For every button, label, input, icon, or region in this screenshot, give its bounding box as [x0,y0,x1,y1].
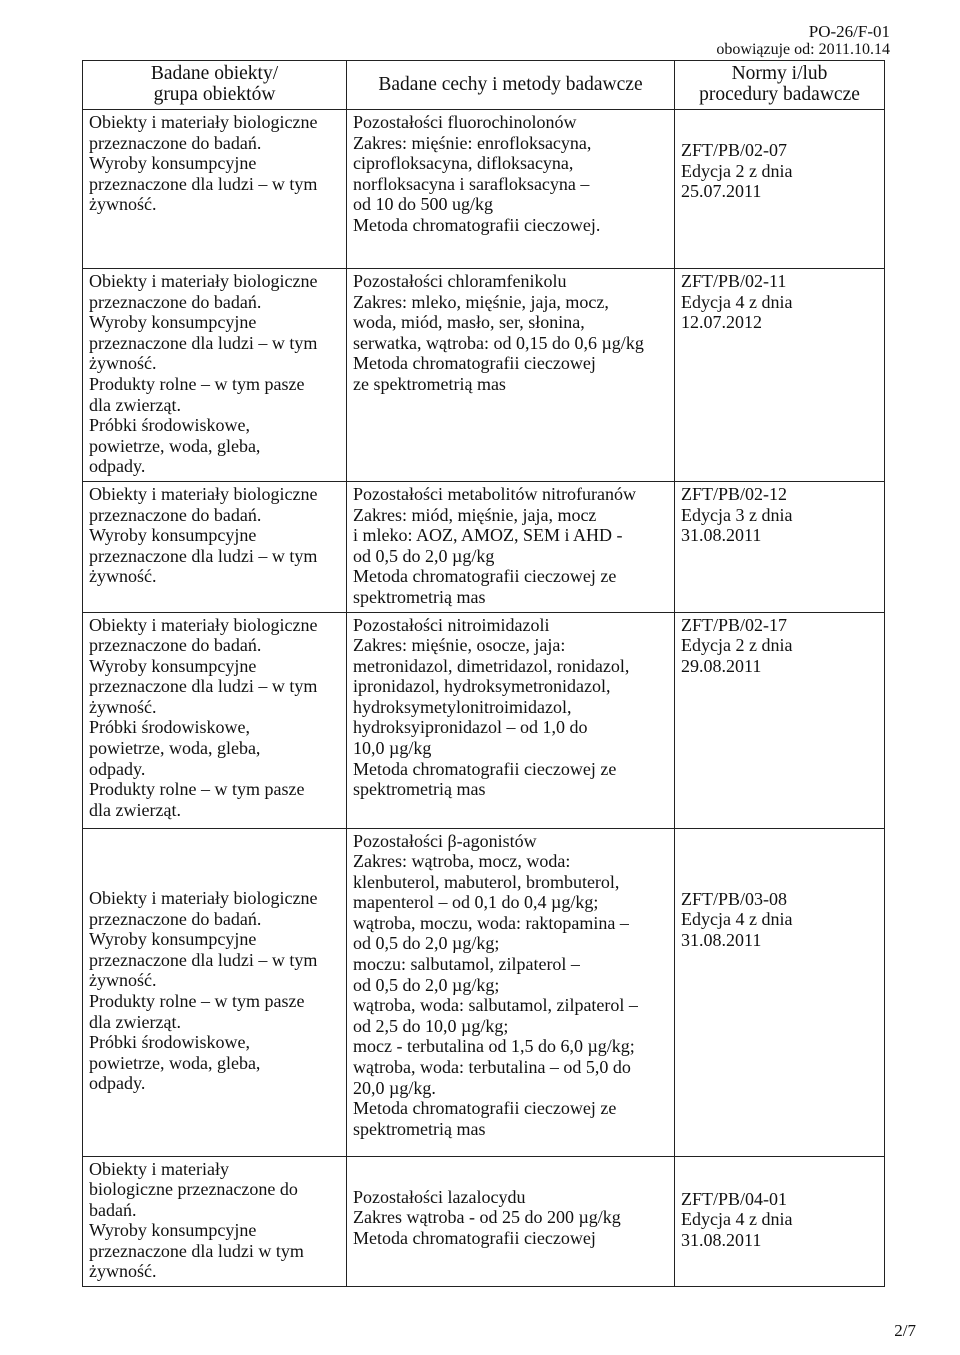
method-cell-line: mapenterol – od 0,1 do 0,4 µg/kg; [353,892,599,913]
method-cell-line: 10,0 µg/kg [353,738,432,759]
objects-cell-line: przeznaczone do badań. [89,504,262,525]
norm-cell-line: 31.08.2011 [681,929,762,950]
objects-cell-line: przeznaczone do badań. [89,291,262,312]
objects-cell [83,269,347,482]
method-cell-line: Metoda chromatografii cieczowej ze [353,566,617,587]
method-cell-line: Metoda chromatografii cieczowej [353,1227,596,1248]
method-cell-line: spektrometrią mas [353,779,486,800]
method-cell-line: Pozostałości fluorochinolonów [353,112,577,132]
objects-cell-line: badań. [89,1199,137,1220]
objects-cell-line: przeznaczone dla ludzi w tym [89,1240,304,1261]
header-norms [675,61,885,110]
method-cell-line: od 10 do 500 ug/kg [353,194,494,215]
method-cell-line: Pozostałości lazalocydu [353,1186,526,1207]
objects-cell-line: Wyroby konsumpcyjne [89,929,257,950]
objects-cell-line: Próbki środowiskowe, [89,717,250,738]
objects-cell-line: odpady. [89,758,146,779]
method-cell-line: Zakres wątroba - od 25 do 200 µg/kg [353,1207,621,1228]
norm-cell-line: Edycja 4 z dnia [681,291,793,312]
method-cell-line: Zakres: mięśnie, osocze, jaja: [353,635,566,656]
table-body [83,110,885,1287]
objects-cell [83,612,347,828]
norm-cell-line: Edycja 4 z dnia [681,1209,793,1230]
objects-cell-line: odpady. [89,456,146,477]
objects-cell-line: żywność. [89,566,157,587]
norm-cell-line: 31.08.2011 [681,525,762,546]
method-cell [347,269,675,482]
objects-cell-line: powietrze, woda, gleba, [89,435,261,456]
objects-cell-line: żywność. [89,696,157,717]
table-row [83,269,885,482]
method-cell-line: klenbuterol, mabuterol, brombuterol, [353,871,620,892]
objects-cell-line: powietrze, woda, gleba, [89,738,261,759]
objects-cell-line: biologiczne przeznaczone do [89,1179,298,1200]
method-cell-line: od 0,5 do 2,0 µg/kg; [353,974,500,995]
method-cell-line: spektrometrią mas [353,1118,486,1139]
method-cell-line: ze spektrometrią mas [353,373,506,394]
method-cell-line: Zakres: mleko, mięśnie, jaja, mocz, [353,291,609,312]
objects-cell-line: powietrze, woda, gleba, [89,1052,261,1073]
method-cell-line: ciprofloksacyna, difloksacyna, [353,153,574,174]
method-cell-line: od 2,5 do 10,0 µg/kg; [353,1015,509,1036]
table-row [83,828,885,1156]
method-cell-line: metronidazol, dimetridazol, ronidazol, [353,655,630,676]
method-cell [347,612,675,828]
objects-cell-line: dla zwierząt. [89,394,181,415]
norm-cell-line: ZFT/PB/02-17 [681,614,788,635]
method-cell-line: hydroksymetylonitroimidazol, [353,696,572,717]
method-cell-line: Metoda chromatografii cieczowej ze [353,758,617,779]
method-cell-line: woda, miód, masło, ser, słonina, [353,312,585,333]
norm-cell [675,828,885,1156]
method-cell-line: 20,0 µg/kg. [353,1077,436,1098]
method-cell-line: Zakres: miód, mięśnie, jaja, mocz [353,504,597,525]
header-objects [83,61,347,110]
objects-cell-line: Obiekty i materiały biologiczne [89,614,318,635]
method-cell [347,481,675,612]
objects-cell-line: Próbki środowiskowe, [89,1032,250,1053]
objects-cell-line: Wyroby konsumpcyjne [89,153,257,174]
method-cell [347,110,675,269]
method-cell-line: wątroba, woda: salbutamol, zilpaterol – [353,995,638,1016]
method-cell-line: Pozostałości chloramfenikolu [353,271,567,291]
method-cell-line: Zakres: wątroba, mocz, woda: [353,851,571,872]
method-cell-line: mocz - terbutalina od 1,5 do 6,0 µg/kg; [353,1036,635,1057]
objects-cell-line: Wyroby konsumpcyjne [89,655,257,676]
objects-cell-line: Produkty rolne – w tym pasze [89,991,305,1011]
objects-cell-line: Wyroby konsumpcyjne [89,1220,257,1241]
method-cell-line: serwatka, wątroba: od 0,15 do 0,6 µg/kg [353,332,644,353]
norm-cell-line: ZFT/PB/03-08 [681,888,788,909]
header-norms-line: Normy i/lub [731,63,828,84]
objects-cell-line: przeznaczone do badań. [89,908,262,929]
norm-cell-line: Edycja 2 z dnia [681,635,793,656]
objects-cell-line: Obiekty i materiały [89,1158,229,1179]
norm-cell-line: ZFT/PB/02-12 [681,483,788,504]
method-cell-line: Pozostałości β-agonistów [353,830,537,851]
norm-cell [675,481,885,612]
method-cell-line: norfloksacyna i sarafloksacyna – [353,173,590,194]
header-objects-line: Badane obiekty/ [150,63,279,84]
method-cell-line: moczu: salbutamol, zilpaterol – [353,954,580,975]
objects-cell-line: przeznaczone dla ludzi – w tym [89,545,318,566]
header-norms-line: procedury badawcze [699,84,860,105]
objects-cell-line: przeznaczone do badań. [89,635,262,656]
norm-cell [675,269,885,482]
norm-cell-line: ZFT/PB/02-07 [681,140,788,160]
objects-cell-line: przeznaczone dla ludzi – w tym [89,332,318,353]
method-cell-line: Pozostałości metabolitów nitrofuranów [353,483,636,504]
objects-cell-line: przeznaczone dla ludzi – w tym [89,949,318,970]
objects-cell-line: żywność. [89,1261,157,1282]
norm-cell [675,612,885,828]
table-row [83,1156,885,1287]
method-cell-line: hydroksyipronidazol – od 1,0 do [353,717,588,738]
table-row [83,612,885,828]
objects-cell-line: dla zwierząt. [89,1011,181,1032]
table-row [83,110,885,269]
objects-cell-line: Produkty rolne – w tym pasze [89,779,305,800]
objects-cell-line: odpady. [89,1073,146,1094]
method-cell-line: Metoda chromatografii cieczowej ze [353,1098,617,1119]
header-objects-line: grupa obiektów [153,84,276,105]
page-number: 2/7 [894,1321,916,1340]
objects-cell-line: dla zwierząt. [89,799,181,820]
objects-cell-line: żywność. [89,970,157,991]
method-cell-line: od 0,5 do 2,0 µg/kg; [353,933,500,954]
objects-cell [83,1156,347,1287]
accreditation-scope-table [82,60,885,1287]
objects-cell-line: Wyroby konsumpcyjne [89,525,257,546]
norm-cell-line: Edycja 3 z dnia [681,504,793,525]
norm-cell-line: 25.07.2011 [681,181,762,202]
method-cell-line: Metoda chromatografii cieczowej. [353,214,601,235]
objects-cell-line: przeznaczone dla ludzi – w tym [89,676,318,697]
norm-cell-line: ZFT/PB/02-11 [681,271,787,291]
norm-cell-line: ZFT/PB/04-01 [681,1188,788,1209]
objects-cell-line: Obiekty i materiały biologiczne [89,483,318,504]
norm-cell-line: Edycja 4 z dnia [681,909,793,930]
method-cell [347,828,675,1156]
objects-cell [83,110,347,269]
method-cell-line: i mleko: AOZ, AMOZ, SEM i AHD - [353,525,623,546]
objects-cell-line: Obiekty i materiały biologiczne [89,888,318,909]
header-method: Badane cechy i metody badawcze [347,61,675,110]
norm-cell-line: 31.08.2011 [681,1229,762,1250]
validity-date: obowiązuje od: 2011.10.14 [716,41,890,58]
document-code: PO-26/F-01 [808,22,890,41]
method-cell-line: Metoda chromatografii cieczowej [353,353,596,374]
method-cell-line: Pozostałości nitroimidazoli [353,614,550,635]
objects-cell [83,481,347,612]
objects-cell-line: przeznaczone do badań. [89,132,262,153]
norm-cell-line: 12.07.2012 [681,312,762,333]
objects-cell-line: Obiekty i materiały biologiczne [89,271,318,291]
norm-cell-line: Edycja 2 z dnia [681,160,793,181]
norm-cell [675,110,885,269]
objects-cell-line: Wyroby konsumpcyjne [89,312,257,333]
method-cell-line: Zakres: mięśnie: enrofloksacyna, [353,132,592,153]
method-cell-line: wątroba, moczu, woda: raktopamina – [353,912,629,933]
objects-cell-line: Próbki środowiskowe, [89,415,250,436]
objects-cell-line: żywność. [89,353,157,374]
table-row [83,481,885,612]
objects-cell-line: Obiekty i materiały biologiczne [89,112,318,132]
objects-cell-line: przeznaczone dla ludzi – w tym [89,173,318,194]
method-cell [347,1156,675,1287]
method-cell-line: od 0,5 do 2,0 µg/kg [353,545,495,566]
objects-cell [83,828,347,1156]
table-header-row [83,61,885,110]
objects-cell-line: Produkty rolne – w tym pasze [89,373,305,394]
objects-cell-line: żywność. [89,194,157,215]
norm-cell [675,1156,885,1287]
method-cell-line: spektrometrią mas [353,586,486,607]
method-cell-line: wątroba, woda: terbutalina – od 5,0 do [353,1057,631,1078]
method-cell-line: ipronidazol, hydroksymetronidazol, [353,676,611,697]
norm-cell-line: 29.08.2011 [681,655,762,676]
